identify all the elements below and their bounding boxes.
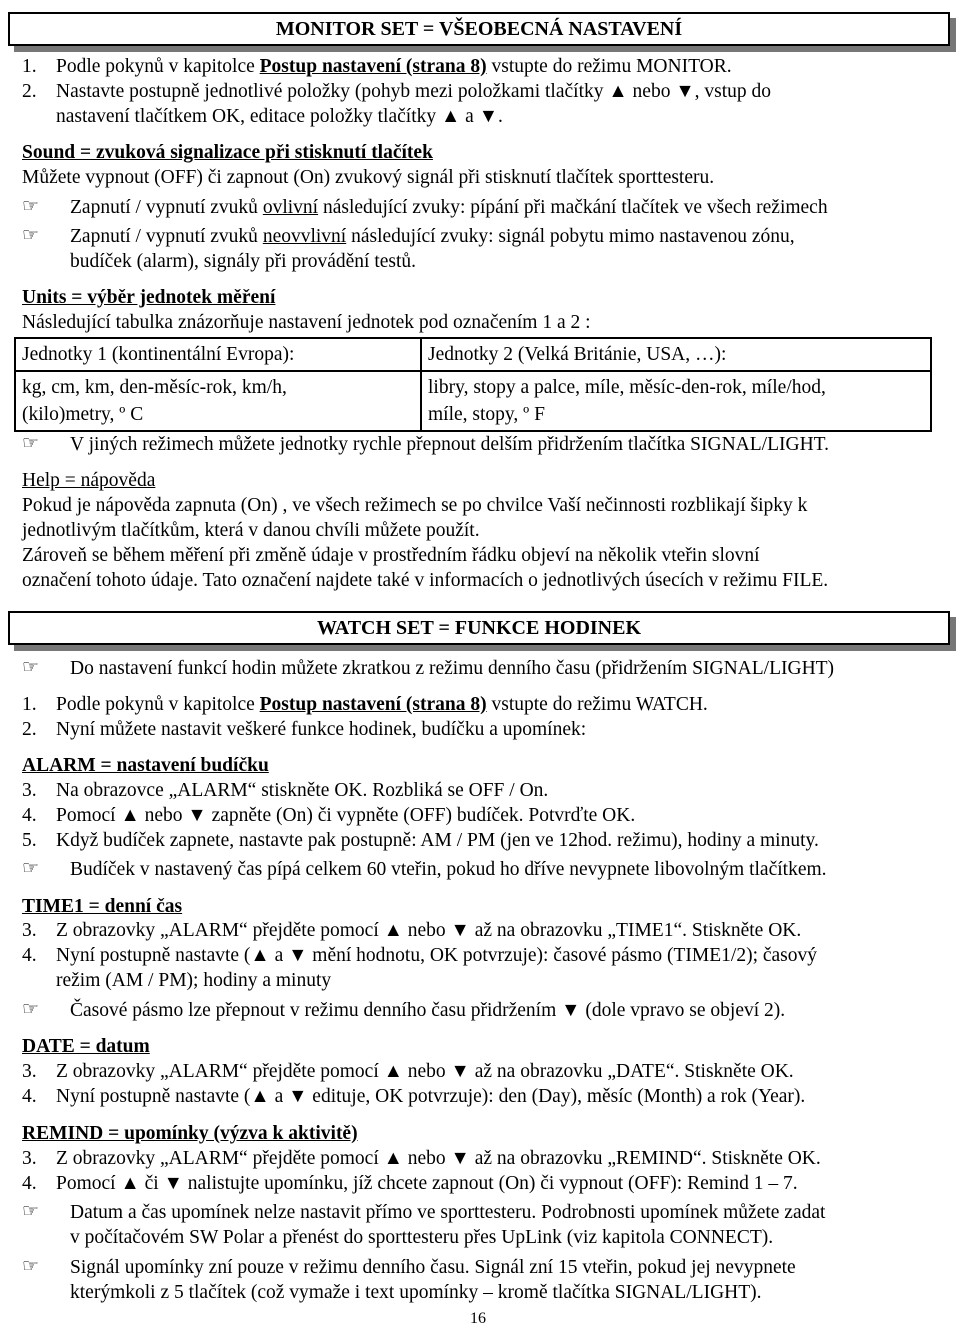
setup-page-link[interactable]: Postup nastavení (strana 8) bbox=[259, 56, 487, 77]
pointing-hand-icon: ☞ bbox=[22, 656, 40, 678]
remind-note-2: Signál upomínky zní pouze v režimu denního času. Signál zní 15 vteřin, pokud jej nevypnete bbox=[70, 1257, 796, 1278]
remind-step-3: 3. Z obrazovky „ALARM“ přejděte pomocí ▲ nebo ▼ až na obrazovku „REMIND“. Stiskněte OK. bbox=[22, 1148, 821, 1169]
time1-note: Časové pásmo lze přepnout v režimu denního času přidržením ▼ (dole vpravo se objeví 2). bbox=[70, 1000, 786, 1021]
alarm-note: Budíček v nastavený čas pípá celkem 60 vteřin, pokud ho dříve nevypnete libovolným tlačítkem. bbox=[70, 859, 827, 880]
time1-heading: TIME1 = denní čas bbox=[22, 896, 183, 917]
alarm-step-5: 5. Když budíček zapnete, nastavte pak postupně: AM / PM (jen ve 12hod. režimu), hodiny a minuty. bbox=[22, 830, 819, 851]
pointing-hand-icon: ☞ bbox=[22, 1255, 40, 1277]
units-text: Následující tabulka znázorňuje nastavení jednotek pod označením 1 a 2 : bbox=[22, 312, 591, 333]
table-cell: kg, cm, km, den-měsíc-rok, km/h, (kilo)metry, º C bbox=[15, 371, 421, 431]
page-number: 16 bbox=[470, 1310, 486, 1327]
remind-note-1: Datum a čas upomínek nelze nastavit přímo ve sporttesteru. Podrobnosti upomínek můžete zadat bbox=[70, 1202, 826, 1223]
monitor-step-1: 1. Podle pokynů v kapitolce Postup nastavení (strana 8) vstupte do režimu MONITOR. bbox=[22, 56, 732, 77]
units-note: V jiných režimech můžete jednotky rychle přepnout delším přidržením tlačítka SIGNAL/LIGHT. bbox=[70, 434, 830, 455]
pointing-hand-icon: ☞ bbox=[22, 1200, 40, 1222]
help-text-4: označení tohoto údaje. Tato označení najdete také v informacích o jednotlivých úsecích v režimu FILE. bbox=[22, 570, 829, 591]
pointing-hand-icon: ☞ bbox=[22, 432, 40, 454]
time1-step-4: 4. Nyní postupně nastavte (▲ a ▼ mění hodnotu, OK potvrzuje): časové pásmo (TIME1/2); časový bbox=[22, 945, 818, 966]
sound-note-2-cont: budíček (alarm), signály při provádění testů. bbox=[70, 251, 417, 272]
sound-text: Můžete vypnout (OFF) či zapnout (On) zvukový signál při stisknutí tlačítek sporttesteru. bbox=[22, 167, 715, 188]
remind-note-1-cont: v počítačovém SW Polar a přenést do sporttesteru přes UpLink (viz kapitola CONNECT). bbox=[70, 1227, 774, 1248]
monitor-step-2-cont: nastavení tlačítkem OK, editace položky tlačítky ▲ a ▼. bbox=[56, 106, 503, 127]
alarm-heading: ALARM = nastavení budíčku bbox=[22, 755, 269, 776]
pointing-hand-icon: ☞ bbox=[22, 224, 40, 246]
sound-note-2: Zapnutí / vypnutí zvuků neovvlivní následující zvuky: signál pobytu mimo nastavenou zónu, bbox=[70, 226, 795, 247]
watch-step-2: 2. Nyní můžete nastavit veškeré funkce hodinek, budíčku a upomínek: bbox=[22, 719, 587, 740]
table-row bbox=[15, 338, 931, 371]
remind-heading: REMIND = upomínky (výzva k aktivitě) bbox=[22, 1123, 358, 1144]
help-heading: Help = nápověda bbox=[22, 470, 156, 491]
table-cell: Jednotky 2 (Velká Británie, USA, …): bbox=[421, 338, 931, 371]
remind-step-4: 4. Pomocí ▲ či ▼ nalistujte upomínku, jíž chcete zapnout (On) či vypnout (OFF): Remind 1 – 7. bbox=[22, 1173, 798, 1194]
help-text-1: Pokud je nápověda zapnuta (On) , ve všech režimech se po chvilce Vaší nečinnosti rozblikají šipky k bbox=[22, 495, 808, 516]
date-heading: DATE = datum bbox=[22, 1036, 150, 1057]
monitor-step-2: 2. Nastavte postupně jednotlivé položky (pohyb mezi položkami tlačítky ▲ nebo ▼, vstup do bbox=[22, 81, 772, 102]
units-heading: Units = výběr jednotek měření bbox=[22, 287, 276, 308]
date-step-4: 4. Nyní postupně nastavte (▲ a ▼ edituje, OK potvrzuje): den (Day), měsíc (Month) a rok (Year). bbox=[22, 1086, 806, 1107]
pointing-hand-icon: ☞ bbox=[22, 195, 40, 217]
sound-heading: Sound = zvuková signalizace při stisknutí tlačítek bbox=[22, 142, 433, 163]
watch-note: Do nastavení funkcí hodin můžete zkratkou z režimu denního času (přidržením SIGNAL/LIGHT) bbox=[70, 658, 835, 679]
pointing-hand-icon: ☞ bbox=[22, 857, 40, 879]
help-text-3: Zároveň se během měření při změně údaje v prostředním řádku objeví na několik vteřin slovní bbox=[22, 545, 760, 566]
remind-note-2-cont: kterýmkoli z 5 tlačítek (což vymaže i text upomínky – kromě tlačítka SIGNAL/LIGHT). bbox=[70, 1282, 762, 1303]
units-table bbox=[14, 337, 932, 432]
alarm-step-3: 3. Na obrazovce „ALARM“ stiskněte OK. Rozbliká se OFF / On. bbox=[22, 780, 549, 801]
monitor-set-banner: MONITOR SET = VŠEOBECNÁ NASTAVENÍ bbox=[8, 12, 950, 46]
alarm-step-4: 4. Pomocí ▲ nebo ▼ zapněte (On) či vypněte (OFF) budíček. Potvrďte OK. bbox=[22, 805, 636, 826]
help-text-2: jednotlivým tlačítkům, která v danou chvíli můžete použít. bbox=[22, 520, 480, 541]
table-cell: libry, stopy a palce, míle, měsíc-den-rok, míle/hod, míle, stopy, º F bbox=[421, 371, 931, 431]
setup-page-link[interactable]: Postup nastavení (strana 8) bbox=[259, 694, 487, 715]
date-step-3: 3. Z obrazovky „ALARM“ přejděte pomocí ▲ nebo ▼ až na obrazovku „DATE“. Stiskněte OK. bbox=[22, 1061, 794, 1082]
watch-set-banner: WATCH SET = FUNKCE HODINEK bbox=[8, 611, 950, 645]
time1-step-3: 3. Z obrazovky „ALARM“ přejděte pomocí ▲ nebo ▼ až na obrazovku „TIME1“. Stiskněte OK. bbox=[22, 920, 802, 941]
table-row bbox=[15, 371, 931, 431]
pointing-hand-icon: ☞ bbox=[22, 998, 40, 1020]
watch-step-1: 1. Podle pokynů v kapitolce Postup nastavení (strana 8) vstupte do režimu WATCH. bbox=[22, 694, 708, 715]
table-cell: Jednotky 1 (kontinentální Evropa): bbox=[15, 338, 421, 371]
time1-step-4-cont: režim (AM / PM); hodiny a minuty bbox=[56, 970, 332, 991]
sound-note-1: Zapnutí / vypnutí zvuků ovlivní následující zvuky: pípání při mačkání tlačítek ve všech režimech bbox=[70, 197, 828, 218]
